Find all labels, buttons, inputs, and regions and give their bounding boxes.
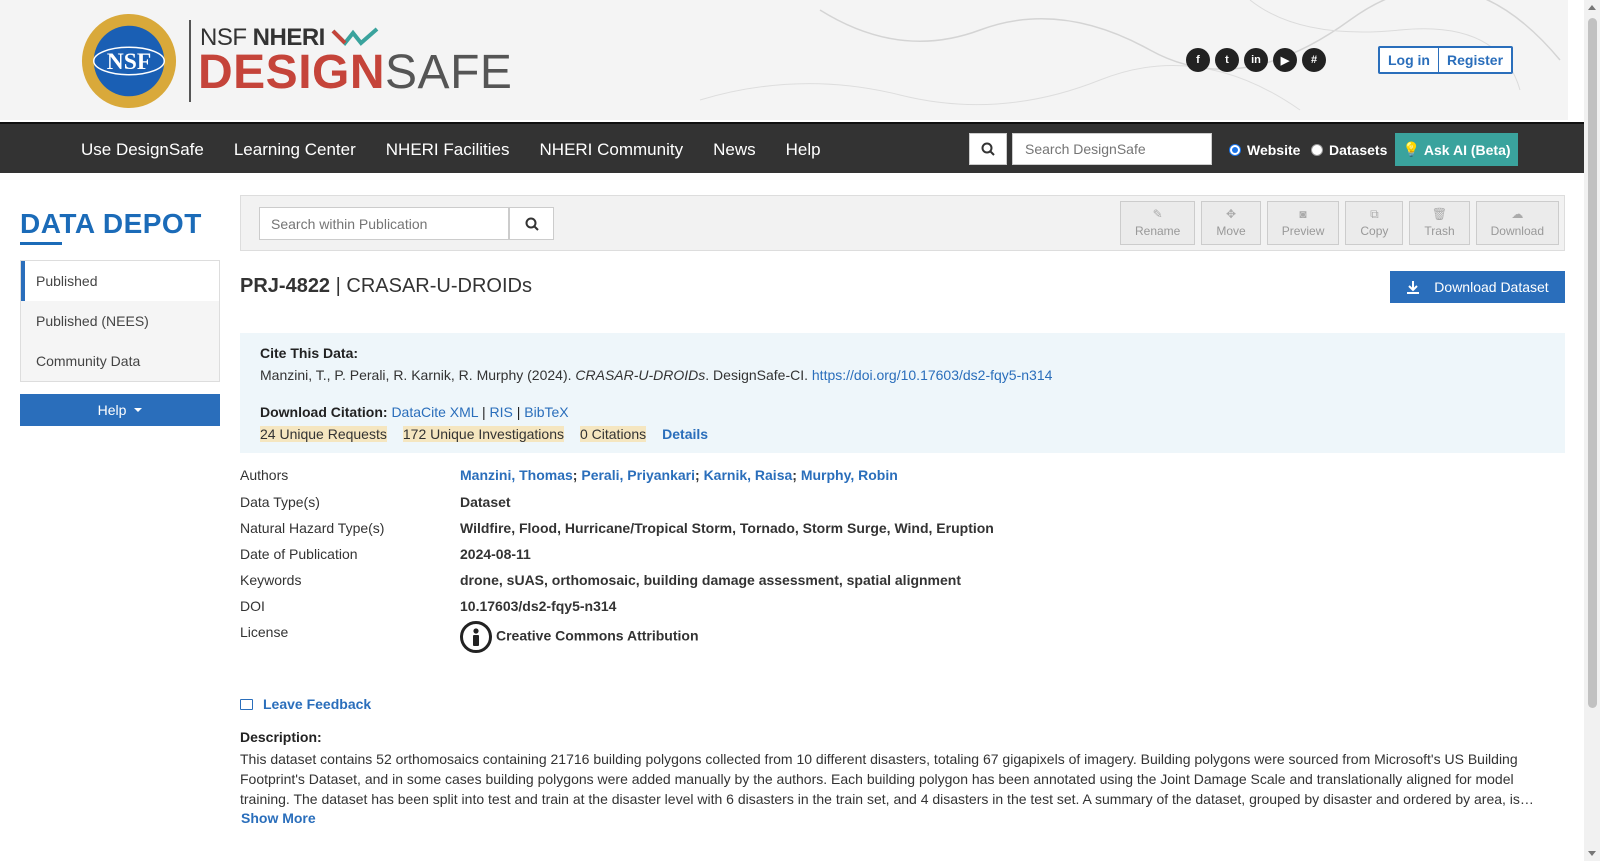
scroll-down-arrow-icon[interactable] [1588,851,1596,856]
brand-nsf-nheri: NSF NHERI [200,24,379,52]
move-icon: ✥ [1225,207,1237,221]
twitter-icon[interactable]: t [1215,48,1239,72]
metadata-table [240,467,1565,653]
feedback-icon [240,699,253,710]
move-button[interactable]: ✥ Move [1201,201,1260,245]
radio-website-selected[interactable] [1229,144,1241,156]
metadata-row: Data Type(s) Dataset [240,494,511,510]
svg-text:NSF: NSF [106,48,152,75]
help-dropdown-button[interactable]: Help [20,394,220,426]
radio-datasets[interactable] [1311,124,1387,175]
metadata-row: DOI 10.17603/ds2-fqy5-n314 [240,598,617,614]
main-navbar [0,122,1584,173]
authors-list: Manzini, Thomas; Perali, Priyankari; Karnik, Raisa; Murphy, Robin [460,467,898,483]
auth-buttons [1378,46,1513,74]
trash-icon: 🗑 [1431,207,1448,221]
license-label: License [240,624,289,640]
unique-investigations-badge: 172 Unique Investigations [402,426,564,442]
youtube-icon[interactable]: ▶ [1273,48,1297,72]
metrics-details-link[interactable]: Details [662,426,709,442]
caret-down-icon [134,408,142,412]
nsf-logo[interactable] [80,12,178,110]
metadata-row: Natural Hazard Type(s) Wildfire, Flood, Hurricane/Tropical Storm, Tornado, Storm Surge, Wind, Eruption [240,520,994,536]
license-value[interactable]: Creative Commons Attribution [460,621,699,653]
search-icon [981,142,995,156]
radio-datasets-unselected[interactable] [1311,144,1323,156]
nav-news[interactable]: News [713,139,756,159]
download-dataset-button[interactable]: Download Dataset [1390,271,1565,303]
nheri-wave-icon [331,27,379,47]
nav-use-designsafe[interactable]: Use DesignSafe [81,139,204,159]
author-link[interactable]: Manzini, Thomas [460,467,573,483]
social-links [1186,48,1326,72]
sidebar-nav [20,260,220,382]
rename-button[interactable]: ✎ Rename [1120,201,1195,245]
nav-nheri-community[interactable]: NHERI Community [539,139,684,159]
site-search-button[interactable] [969,133,1007,165]
scroll-up-arrow-icon[interactable] [1588,5,1596,10]
leave-feedback-link[interactable]: Leave Feedback [240,696,371,712]
cc-attribution-icon [460,621,492,653]
sidebar-item-community-data[interactable]: Community Data [36,353,141,369]
scrollbar-thumb[interactable] [1588,18,1597,708]
description-heading: Description: [240,729,322,745]
citation-metrics [260,426,1545,442]
nav-help[interactable]: Help [785,139,821,159]
copy-icon: ⧉ [1370,207,1379,221]
citation-box [240,333,1565,453]
radio-datasets-label: Datasets [1329,141,1388,158]
download-citation: Download Citation: DataCite XML | RIS | BibTeX [260,404,569,420]
download-icon [1406,280,1420,294]
cite-heading: Cite This Data: [260,345,359,361]
data-depot-underline [20,242,62,245]
nav-learning-center[interactable]: Learning Center [233,139,356,159]
author-link[interactable]: Karnik, Raisa [703,467,793,483]
show-more-link[interactable]: Show More [241,810,316,826]
author-link[interactable]: Perali, Priyankari [581,467,695,483]
citation-text: Manzini, T., P. Perali, R. Karnik, R. Murphy (2024). CRASAR-U-DROIDs. DesignSafe-CI. https://doi.org/10.17603/ds2-fqy5-n314 [260,367,1053,383]
radio-website[interactable] [1229,124,1300,175]
unique-requests-badge: 24 Unique Requests [260,426,387,442]
citations-badge: 0 Citations [579,426,647,442]
metadata-row: Keywords drone, sUAS, orthomosaic, building damage assessment, spatial alignment [240,572,962,588]
project-title: PRJ-4822 | CRASAR-U-DROIDs [240,275,532,297]
slack-icon[interactable]: # [1302,48,1326,72]
nav-nheri-facilities[interactable]: NHERI Facilities [385,139,510,159]
data-depot-title: DATA DEPOT [20,208,202,239]
ask-ai-button[interactable]: 💡 Ask AI (Beta) [1395,133,1518,166]
lightbulb-icon: 💡 [1402,141,1420,157]
download-button[interactable]: ☁ Download [1476,201,1559,245]
metadata-row: Date of Publication 2024-08-11 [240,546,531,562]
publication-search-input[interactable] [259,207,509,240]
file-toolbar [240,195,1565,251]
facebook-icon[interactable]: f [1186,48,1210,72]
metadata-row-authors [240,467,1565,494]
author-link[interactable]: Murphy, Robin [800,467,898,483]
metadata-row-license [240,624,1565,653]
binoculars-icon: ◙ [1299,207,1307,221]
project-id: PRJ-4822 [240,275,331,297]
login-link[interactable]: Log in [1388,52,1430,68]
publication-search-button[interactable] [509,207,554,240]
description-text: This dataset contains 52 orthomosaics containing 21716 building polygons collected from 10 different disasters, totaling 67 gigapixels of imagery. Building polygons were sourced from Microsoft's US Building Footprint's Dataset, and in some cases building polygons were added manually by the authors. Each building polygon has been annotated using the Joint Damage Scale and translationally aligned for model training. The dataset has been split into test and train at the disaster level with 6 disasters in the train set, and 4 disasters in the test set. A summary of the dataset, grouped by disaster and ordered by area, is… [240,751,1534,807]
bibtex-link[interactable]: BibTeX [524,404,569,420]
register-link[interactable]: Register [1438,48,1511,72]
doi-link[interactable]: https://doi.org/10.17603/ds2-fqy5-n314 [811,367,1053,383]
radio-website-label: Website [1247,141,1301,158]
site-header [0,0,1568,120]
page-scrollbar[interactable] [1584,0,1600,861]
brand-divider [189,20,191,102]
project-name: CRASAR-U-DROIDs [346,275,532,297]
search-icon [525,217,539,231]
pencil-icon: ✎ [1152,207,1163,221]
ris-link[interactable]: RIS [489,404,513,420]
cloud-download-icon: ☁ [1511,207,1524,221]
authors-label: Authors [240,467,289,483]
designsafe-logo[interactable]: DESIGNSAFE [198,46,513,99]
sidebar-item-published[interactable]: Published [21,261,219,301]
sidebar-item-published-nees[interactable]: Published (NEES) [36,313,149,329]
preview-button[interactable]: ◙ Preview [1267,201,1340,245]
linkedin-icon[interactable]: in [1244,48,1268,72]
copy-button[interactable]: ⧉ Copy [1345,201,1403,245]
site-search-input[interactable] [1012,133,1212,165]
datacite-xml-link[interactable]: DataCite XML [391,404,479,420]
trash-button[interactable]: 🗑 Trash [1409,201,1469,245]
